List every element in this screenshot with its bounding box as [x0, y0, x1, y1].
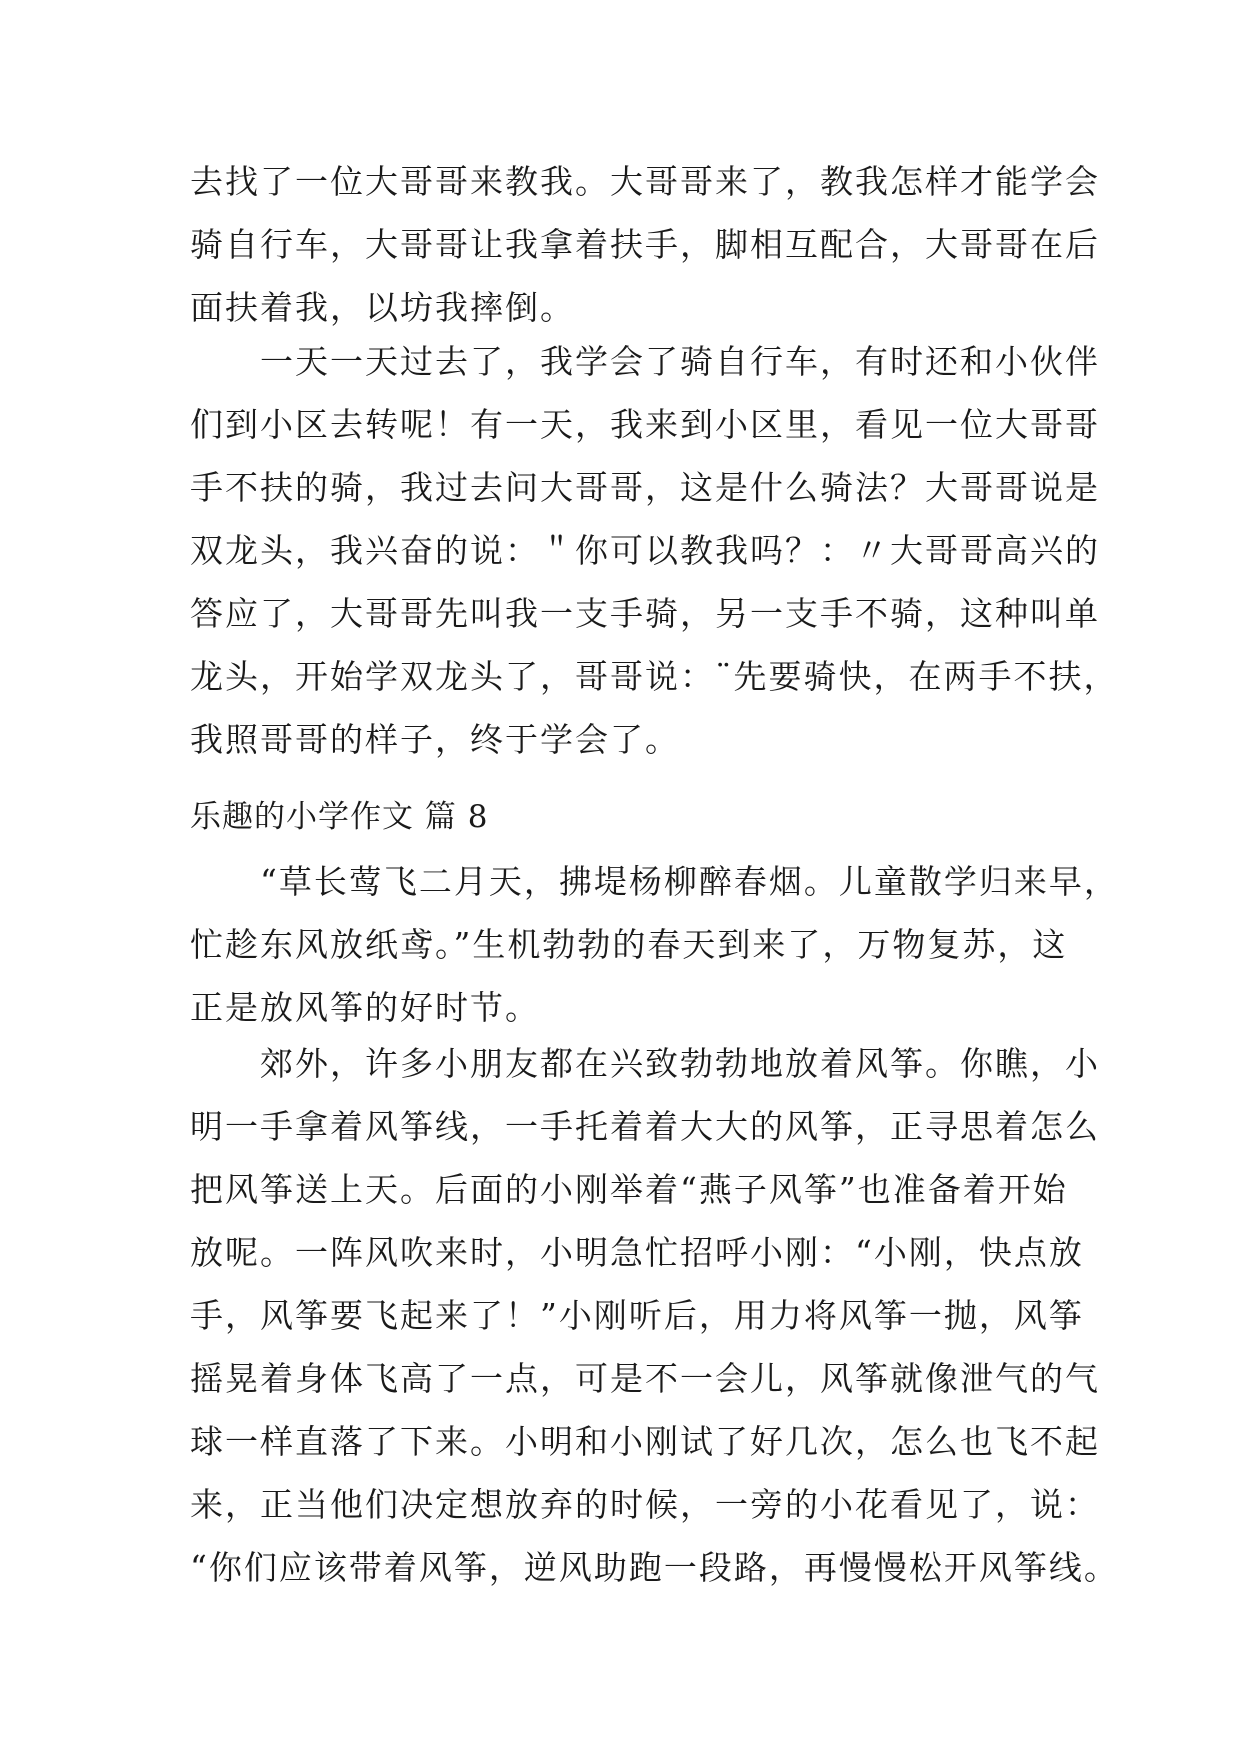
text-line: 忙趁东风放纸鸢。”生机勃勃的春天到来了，万物复苏，这 [190, 925, 1068, 964]
paragraph-2 [190, 330, 1119, 771]
text-line: “你们应该带着风筝，逆风助跑一段路，再慢慢松开风筝线。 [190, 1548, 1119, 1587]
paragraph-1 [190, 150, 1100, 339]
text-line: 骑自行车，大哥哥让我拿着扶手，脚相互配合，大哥哥在后 [190, 225, 1100, 264]
text-line: 们到小区去转呢！有一天，我来到小区里，看见一位大哥哥 [190, 405, 1100, 444]
text-line: 把风筝送上天。后面的小刚举着“燕子风筝”也准备着开始 [190, 1170, 1068, 1209]
text-line: 一天一天过去了，我学会了骑自行车，有时还和小伙伴 [190, 342, 1100, 381]
text-line: 来，正当他们决定想放弃的时候，一旁的小花看见了，说： [190, 1485, 1100, 1524]
text-line: 郊外，许多小朋友都在兴致勃勃地放着风筝。你瞧，小 [190, 1044, 1100, 1083]
text-line: 手，风筝要飞起来了！”小刚听后，用力将风筝一抛，风筝 [190, 1296, 1084, 1335]
text-line: 我照哥哥的样子，终于学会了。 [190, 720, 680, 759]
text-line: 答应了，大哥哥先叫我一支手骑，另一支手不骑，这种叫单 [190, 594, 1100, 633]
text-line: 龙头，开始学双龙头了，哥哥说：¨先要骑快，在两手不扶， [190, 657, 1119, 696]
paragraph-3 [190, 850, 1119, 1039]
text-line: 手不扶的骑，我过去问大哥哥，这是什么骑法？大哥哥说是 [190, 468, 1100, 507]
text-line: 去找了一位大哥哥来教我。大哥哥来了，教我怎样才能学会 [190, 162, 1100, 201]
text-line: 正是放风筝的好时节。 [190, 988, 540, 1027]
paragraph-4 [190, 1032, 1119, 1599]
text-line: “草长莺飞二月天，拂堤杨柳醉春烟。儿童散学归来早， [190, 862, 1119, 901]
text-line: 摇晃着身体飞高了一点，可是不一会儿，风筝就像泄气的气 [190, 1359, 1100, 1398]
text-line: 双龙头，我兴奋的说：＂你可以教我吗？：〃大哥哥高兴的 [190, 531, 1100, 570]
text-line: 面扶着我，以坊我摔倒。 [190, 288, 575, 327]
text-line: 球一样直落了下来。小明和小刚试了好几次，怎么也飞不起 [190, 1422, 1100, 1461]
text-line: 明一手拿着风筝线，一手托着着大大的风筝，正寻思着怎么 [190, 1107, 1100, 1146]
section-heading: 乐趣的小学作文 篇 8 [190, 799, 489, 835]
text-line: 放呢。一阵风吹来时，小明急忙招呼小刚：“小刚，快点放 [190, 1233, 1084, 1272]
